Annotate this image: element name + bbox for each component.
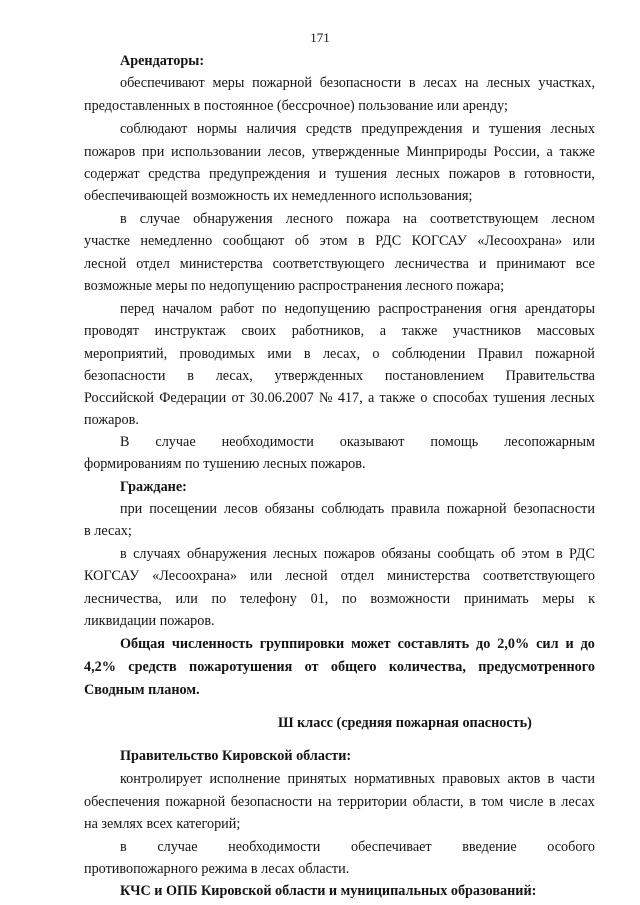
text-line: Ш класс (средняя пожарная опасность) [278,715,532,731]
text-line: КЧС и ОПБ Кировской области и муниципальных образований: [120,883,537,899]
text-line: 4,2% средств пожаротушения от общего количества, предусмотренного [84,659,595,675]
text-line: противопожарного режима в лесах области. [84,861,350,877]
text-line: перед началом работ по недопущению распространения огня арендаторы [120,301,595,317]
text-line: безопасности в лесах, утвержденных постановлением Правительства [84,368,595,384]
text-line: Сводным планом. [84,682,200,698]
text-line: пожаров при использовании лесов, утвержденные Минприроды России, а также [84,144,595,160]
text-line: лесной отдел министерства соответствующего лесничества и принимают все [84,256,595,272]
text-line: обеспечивают меры пожарной безопасности в лесах на лесных участках, [120,75,595,91]
page-number: 171 [310,30,330,45]
text-line: мероприятий, проводимых ими в лесах, о соблюдении Правил пожарной [84,346,595,362]
text-line: возможные меры по недопущению распространения лесного пожара; [84,278,505,294]
text-line: в лесах; [84,523,132,539]
text-line: в случаях обнаружения лесных пожаров обязаны сообщать об этом в РДС [120,546,595,562]
text-line: Правительство Кировской области: [120,748,352,764]
text-line: в случае необходимости обеспечивает введение особого [120,839,595,855]
text-line: содержат средства предупреждения и тушения лесных пожаров в готовности, [84,166,595,182]
text-line: В случае необходимости оказывают помощь лесопожарным [120,434,595,450]
text-line: контролирует исполнение принятых нормативных правовых актов в части [120,771,595,787]
text-line: на землях всех категорий; [84,816,241,832]
text-line: в случае обнаружения лесного пожара на соответствующем лесном [120,211,595,227]
text-line: ликвидации пожаров. [84,613,215,629]
text-line: Граждане: [120,479,187,495]
text-line: формированиям по тушению лесных пожаров. [84,456,366,472]
text-line: обеспечивающей возможность их немедленного использования; [84,188,473,204]
text-line: соблюдают нормы наличия средств предупреждения и тушения лесных [120,121,595,137]
text-line: Российской Федерации от 30.06.2007 № 417, а также о способах тушения лесных [84,390,595,406]
text-line: обеспечения пожарной безопасности на территории области, в том числе в лесах [84,794,595,810]
text-line: лесничества, или по телефону 01, по возможности принимать меры к [84,591,595,607]
text-line: КОГСАУ «Лесоохрана» или лесной отдел министерства соответствующего [84,568,595,584]
text-line: Арендаторы: [120,53,205,69]
text-line: Общая численность группировки может составлять до 2,0% сил и до [120,636,595,652]
text-line: участке немедленно сообщают об этом в РДС КОГСАУ «Лесоохрана» или [84,233,595,249]
text-line: предоставленных в постоянное (бессрочное) пользование или аренду; [84,98,508,114]
text-line: пожаров. [84,412,139,428]
text-line: при посещении лесов обязаны соблюдать правила пожарной безопасности [120,501,595,517]
text-line: проводят инструктаж своих работников, а также участников массовых [84,323,595,339]
